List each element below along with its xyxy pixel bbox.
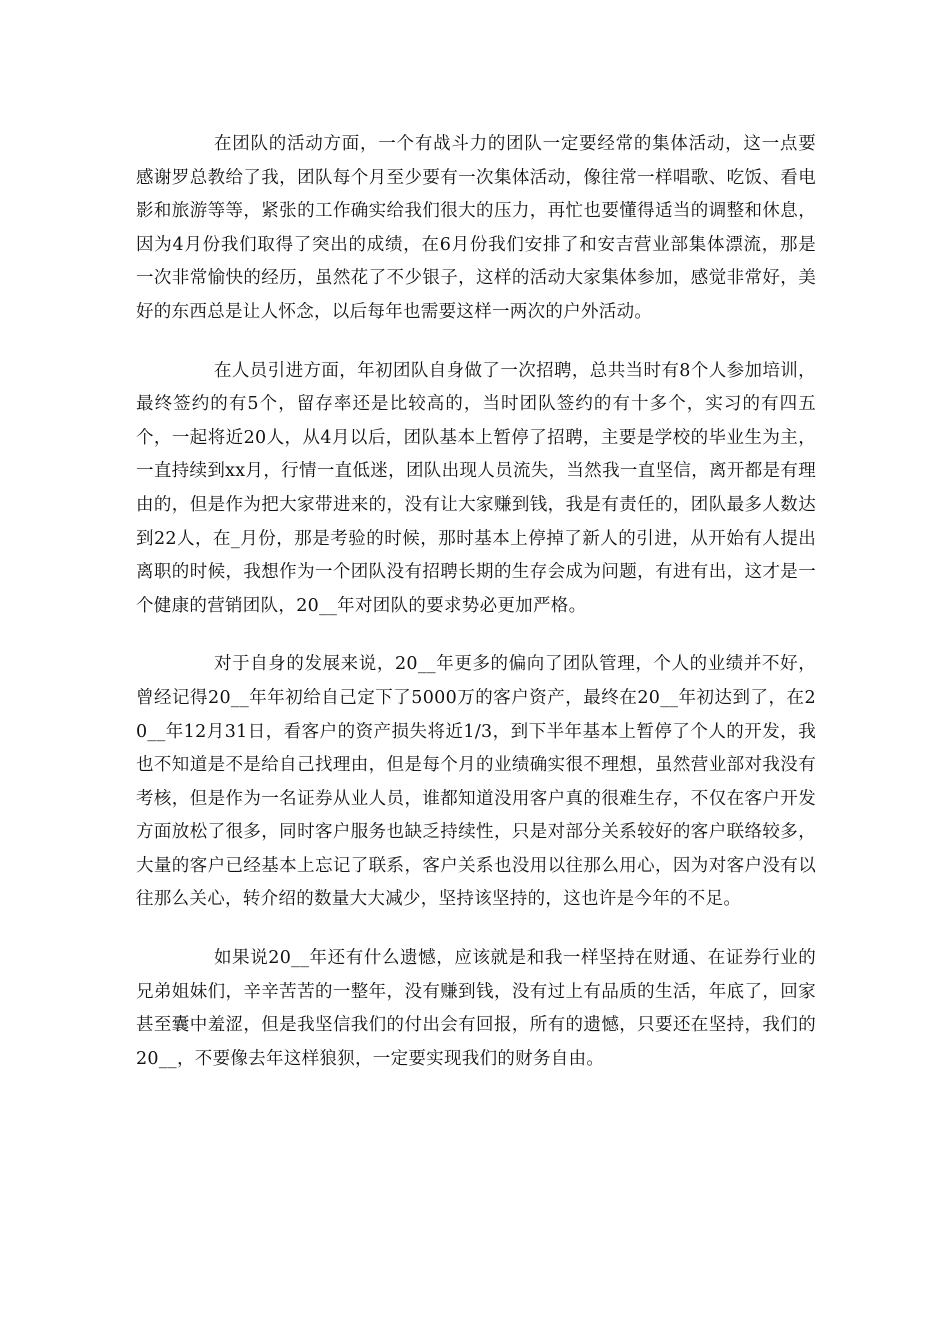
paragraph-regrets: 如果说20__年还有什么遗憾，应该就是和我一样坚持在财通、在证券行业的兄弟姐妹们，辛辛苦苦的一整年，没有赚到钱，没有过上有品质的生活，年底了，回家甚至囊中羞涩，但是我坚信我们的付出会有回报，所有的遗憾，只要还在坚持，我们的20__，不要像去年这样狼狈，一定要实现我们的财务自由。 xyxy=(136,948,816,1069)
paragraph-team-activities: 在团队的活动方面，一个有战斗力的团队一定要经常的集体活动，这一点要感谢罗总教给了我，团队每个月至少要有一次集体活动，像往常一样唱歌、吃饭、看电影和旅游等等，紧张的工作确实给我们很大的压力，再忙也要懂得适当的调整和休息，因为4月份我们取得了突出的成绩，在6月份我们安排了和安吉营业部集体漂流，那是一次非常愉快的经历，虽然花了不少银子，这样的活动大家集体参加，感觉非常好，美好的东西总是让人怀念，以后每年也需要这样一两次的户外活动。 xyxy=(136,134,816,322)
paragraph-self-development: 对于自身的发展来说，20__年更多的偏向了团队管理，个人的业绩并不好，曾经记得20__年年初给自己定下了5000万的客户资产，最终在20__年初达到了，在20__年12月31日，看客户的资产损失将近1/3，到下半年基本上暂停了个人的开发，我也不知道是不是给自己找理由，但是每个月的业绩确实很不理想，虽然营业部对我没有考核，但是作为一名证券从业人员，谁都知道没用客户真的很难生存，不仅在客户开发方面放松了很多，同时客户服务也缺乏持续性，只是对部分关系较好的客户联络较多，大量的客户已经基本上忘记了联系，客户关系也没用以往那么用心，因为对客户没有以往那么关心，转介绍的数量大大减少，坚持该坚持的，这也许是今年的不足。 xyxy=(136,654,816,910)
document-body xyxy=(136,128,816,1101)
paragraph-recruitment: 在人员引进方面，年初团队自身做了一次招聘，总共当时有8个人参加培训，最终签约的有5个，留存率还是比较高的，当时团队签约的有十多个，实习的有四五个，一起将近20人，从4月以后，团队基本上暂停了招聘，主要是学校的毕业生为主，一直持续到xx月，行情一直低迷，团队出现人员流失，当然我一直坚信，离开都是有理由的，但是作为把大家带进来的，没有让大家赚到钱，我是有责任的，团队最多人数达到22人，在_月份，那是考验的时候，那时基本上停掉了新人的引进，从开始有人提出离职的时候，我想作为一个团队没有招聘长期的生存会成为问题，有进有出，这才是一个健康的营销团队，20__年对团队的要求势必更加严格。 xyxy=(136,360,816,616)
